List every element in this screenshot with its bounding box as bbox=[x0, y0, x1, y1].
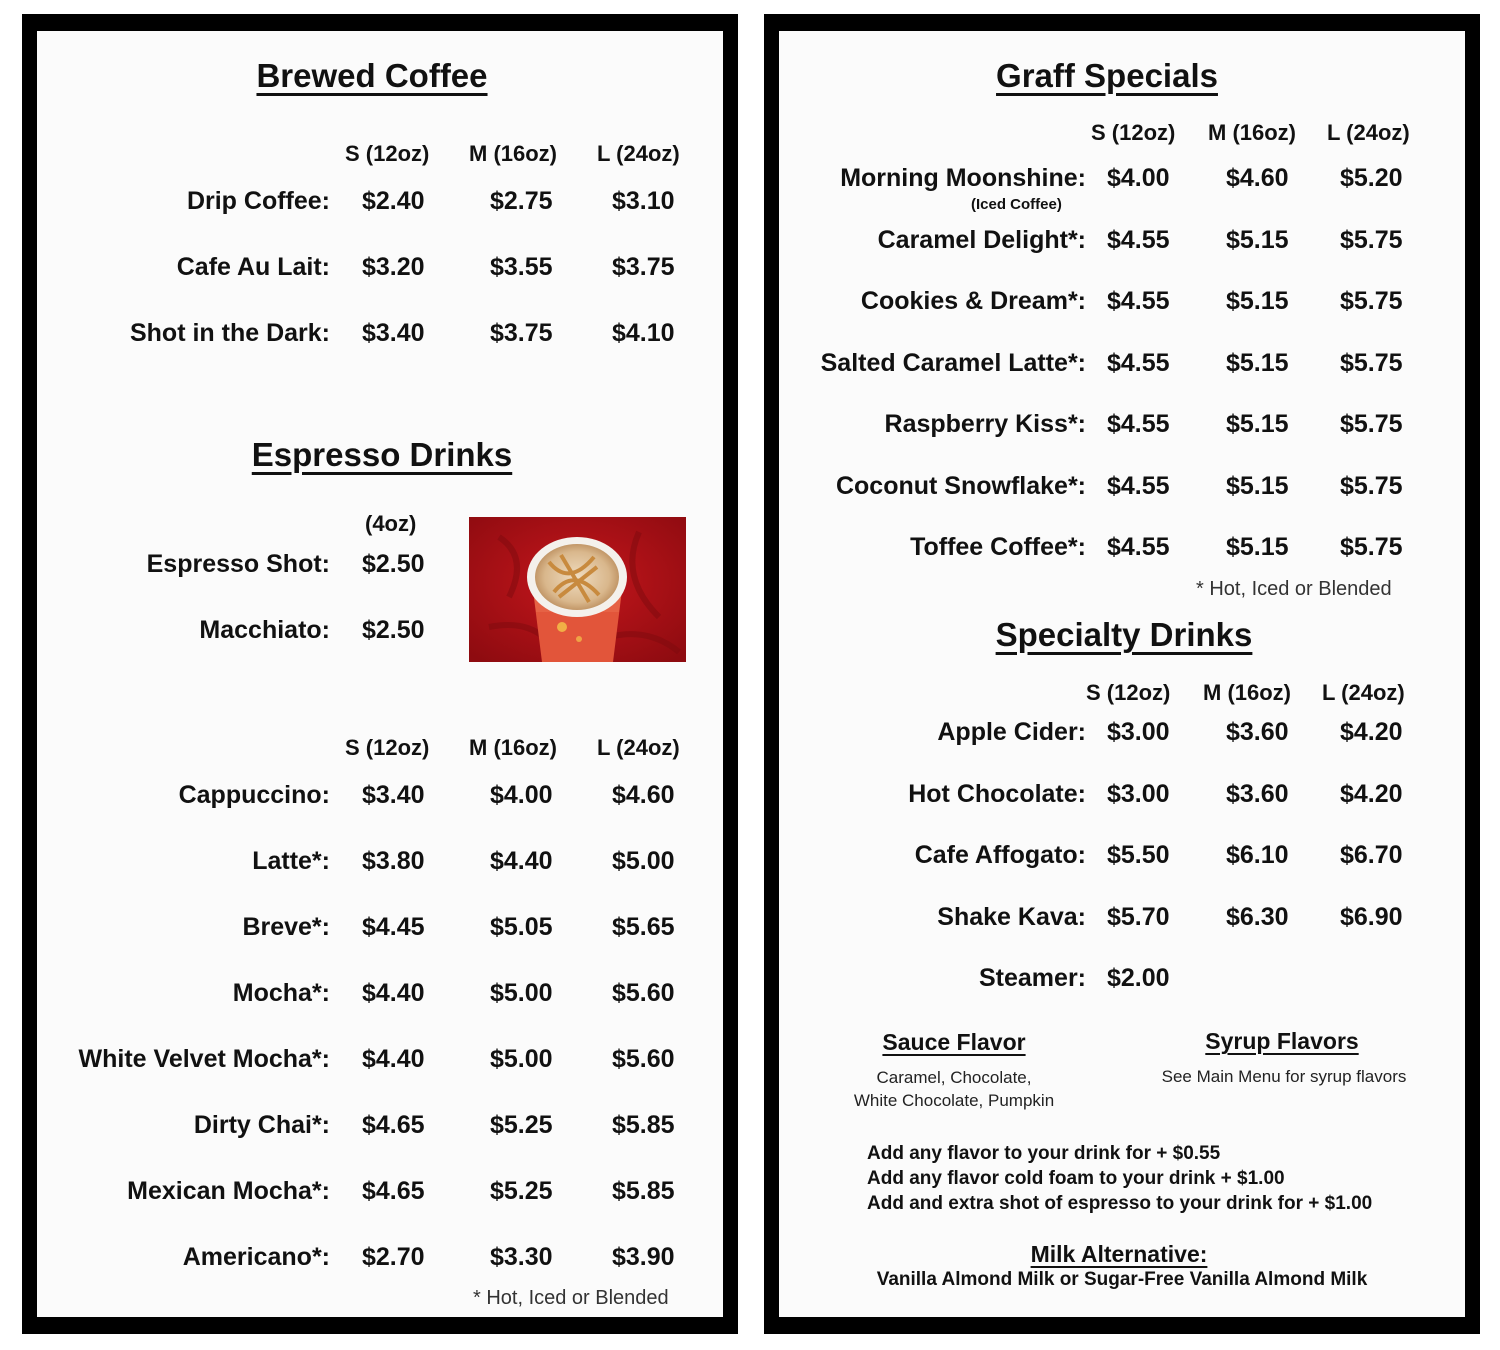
price-medium: $5.15 bbox=[1226, 349, 1289, 377]
price-large: $5.00 bbox=[612, 847, 675, 875]
milk-alternative-title: Milk Alternative: bbox=[1030, 1241, 1208, 1267]
price-large: $3.10 bbox=[612, 187, 675, 215]
menu-item-name: Espresso Shot: bbox=[146, 550, 330, 578]
price-small: $3.40 bbox=[362, 319, 425, 347]
right-menu-board bbox=[764, 14, 1480, 1334]
menu-item-name: Shot in the Dark: bbox=[129, 319, 330, 347]
price-small: $4.40 bbox=[362, 979, 425, 1007]
coffee-cup-photo bbox=[469, 517, 686, 662]
price-medium: $5.15 bbox=[1226, 472, 1289, 500]
price-large: $5.75 bbox=[1340, 287, 1403, 315]
price-medium: $3.60 bbox=[1226, 718, 1289, 746]
price-medium: $5.15 bbox=[1226, 226, 1289, 254]
size-small: S (12oz) bbox=[1086, 680, 1171, 705]
price-large: $4.20 bbox=[1340, 718, 1403, 746]
price-large: $6.90 bbox=[1340, 903, 1403, 931]
menu-item-name: Mexican Mocha*: bbox=[127, 1177, 330, 1205]
price-large: $3.90 bbox=[612, 1243, 675, 1271]
price-small: $4.55 bbox=[1107, 410, 1170, 438]
price-large: $4.60 bbox=[612, 781, 675, 809]
price-small: $4.65 bbox=[362, 1111, 425, 1139]
price-medium: $3.30 bbox=[490, 1243, 553, 1271]
price-large: $6.70 bbox=[1340, 841, 1403, 869]
sauce-flavor-line: Caramel, Chocolate, bbox=[876, 1068, 1032, 1087]
menu-item-name: Mocha*: bbox=[232, 979, 330, 1007]
addon-line: Add any flavor cold foam to your drink + $1.00 bbox=[867, 1168, 1285, 1189]
price-small: $3.80 bbox=[362, 847, 425, 875]
menu-item-name: Morning Moonshine: bbox=[840, 164, 1086, 192]
price-large: $5.75 bbox=[1340, 410, 1403, 438]
size-large: L (24oz) bbox=[1327, 120, 1410, 145]
size-medium: M (16oz) bbox=[1208, 120, 1296, 145]
price-large: $5.85 bbox=[612, 1111, 675, 1139]
price-small: $2.40 bbox=[362, 187, 425, 215]
price-small: $4.00 bbox=[1107, 164, 1170, 192]
price-medium: $5.05 bbox=[490, 913, 553, 941]
price-small: $4.55 bbox=[1107, 287, 1170, 315]
price-medium: $5.00 bbox=[490, 979, 553, 1007]
iced-coffee-note: (Iced Coffee) bbox=[971, 196, 1062, 213]
espresso-drinks-title: Espresso Drinks bbox=[251, 436, 513, 473]
price-medium: $5.25 bbox=[490, 1111, 553, 1139]
menu-item-name: Cafe Au Lait: bbox=[176, 253, 330, 281]
menu-item-name: Steamer: bbox=[979, 964, 1086, 992]
price-small: $2.70 bbox=[362, 1243, 425, 1271]
size-small: S (12oz) bbox=[345, 141, 430, 166]
menu-item-name: Cafe Affogato: bbox=[914, 841, 1086, 869]
size-small: S (12oz) bbox=[1091, 120, 1176, 145]
size-medium: M (16oz) bbox=[469, 735, 557, 760]
price-large: $5.75 bbox=[1340, 349, 1403, 377]
milk-alternative-text: Vanilla Almond Milk or Sugar-Free Vanilla Almond Milk bbox=[876, 1269, 1368, 1290]
footnote: * Hot, Iced or Blended bbox=[1196, 578, 1392, 600]
price-large: $5.60 bbox=[612, 1045, 675, 1073]
menu-item-name: White Velvet Mocha*: bbox=[78, 1045, 330, 1073]
menu-item-name: Breve*: bbox=[242, 913, 330, 941]
price-medium: $3.75 bbox=[490, 319, 553, 347]
price-shot: $2.50 bbox=[362, 550, 425, 578]
menu-item-name: Toffee Coffee*: bbox=[910, 533, 1086, 561]
price-shot: $2.50 bbox=[362, 616, 425, 644]
price-large: $5.75 bbox=[1340, 533, 1403, 561]
price-small: $3.00 bbox=[1107, 780, 1170, 808]
price-medium: $4.60 bbox=[1226, 164, 1289, 192]
menu-item-name: Hot Chocolate: bbox=[908, 780, 1086, 808]
menu-item-name: Caramel Delight*: bbox=[877, 226, 1086, 254]
size-large: L (24oz) bbox=[1322, 680, 1405, 705]
price-medium: $3.60 bbox=[1226, 780, 1289, 808]
price-small: $4.55 bbox=[1107, 226, 1170, 254]
size-shot: (4oz) bbox=[365, 511, 417, 536]
price-small: $5.70 bbox=[1107, 903, 1170, 931]
price-small: $3.00 bbox=[1107, 718, 1170, 746]
menu-item-name: Latte*: bbox=[252, 847, 330, 875]
price-large: $4.10 bbox=[612, 319, 675, 347]
price-medium: $5.25 bbox=[490, 1177, 553, 1205]
price-small: $4.40 bbox=[362, 1045, 425, 1073]
size-medium: M (16oz) bbox=[469, 141, 557, 166]
size-small: S (12oz) bbox=[345, 735, 430, 760]
size-large: L (24oz) bbox=[597, 735, 680, 760]
price-medium: $5.15 bbox=[1226, 410, 1289, 438]
price-large: $5.65 bbox=[612, 913, 675, 941]
addon-line: Add and extra shot of espresso to your drink for + $1.00 bbox=[867, 1193, 1373, 1214]
price-small: $4.55 bbox=[1107, 349, 1170, 377]
price-large: $5.75 bbox=[1340, 472, 1403, 500]
menu-item-name: Salted Caramel Latte*: bbox=[820, 349, 1086, 377]
price-medium: $3.55 bbox=[490, 253, 553, 281]
price-small: $4.55 bbox=[1107, 472, 1170, 500]
price-large: $5.85 bbox=[612, 1177, 675, 1205]
price-small: $2.00 bbox=[1107, 964, 1170, 992]
price-medium: $4.40 bbox=[490, 847, 553, 875]
price-large: $5.60 bbox=[612, 979, 675, 1007]
price-small: $3.40 bbox=[362, 781, 425, 809]
menu-item-name: Macchiato: bbox=[199, 616, 330, 644]
price-small: $5.50 bbox=[1107, 841, 1170, 869]
menu-item-name: Drip Coffee: bbox=[186, 187, 330, 215]
price-medium: $5.15 bbox=[1226, 287, 1289, 315]
menu-item-name: Raspberry Kiss*: bbox=[884, 410, 1086, 438]
price-small: $4.65 bbox=[362, 1177, 425, 1205]
left-menu-inner bbox=[37, 31, 723, 1317]
price-medium: $6.30 bbox=[1226, 903, 1289, 931]
menu-item-name: Coconut Snowflake*: bbox=[835, 472, 1086, 500]
price-large: $5.75 bbox=[1340, 226, 1403, 254]
sauce-flavor-title: Sauce Flavor bbox=[882, 1029, 1026, 1055]
price-medium: $5.15 bbox=[1226, 533, 1289, 561]
brewed-coffee-title: Brewed Coffee bbox=[256, 57, 488, 94]
menu-item-name: Shake Kava: bbox=[937, 903, 1086, 931]
footnote: * Hot, Iced or Blended bbox=[473, 1287, 669, 1309]
menu-item-name: Cookies & Dream*: bbox=[860, 287, 1086, 315]
price-large: $3.75 bbox=[612, 253, 675, 281]
menu-item-name: Cappuccino: bbox=[178, 781, 330, 809]
sauce-flavor-line: White Chocolate, Pumpkin bbox=[853, 1091, 1055, 1110]
left-menu-board bbox=[22, 14, 738, 1334]
syrup-flavors-title: Syrup Flavors bbox=[1205, 1028, 1359, 1054]
price-small: $4.45 bbox=[362, 913, 425, 941]
price-medium: $2.75 bbox=[490, 187, 553, 215]
graff-specials-title: Graff Specials bbox=[996, 57, 1218, 94]
price-medium: $6.10 bbox=[1226, 841, 1289, 869]
price-medium: $4.00 bbox=[490, 781, 553, 809]
price-large: $4.20 bbox=[1340, 780, 1403, 808]
size-large: L (24oz) bbox=[597, 141, 680, 166]
price-small: $4.55 bbox=[1107, 533, 1170, 561]
price-small: $3.20 bbox=[362, 253, 425, 281]
specialty-drinks-title: Specialty Drinks bbox=[995, 616, 1253, 653]
right-menu-inner bbox=[779, 31, 1465, 1317]
addon-line: Add any flavor to your drink for + $0.55 bbox=[867, 1143, 1221, 1164]
menu-item-name: Americano*: bbox=[182, 1243, 330, 1271]
sauce-flavor-list bbox=[819, 1066, 1089, 1112]
size-medium: M (16oz) bbox=[1203, 680, 1291, 705]
syrup-flavors-text: See Main Menu for syrup flavors bbox=[1161, 1067, 1407, 1086]
menu-item-name: Apple Cider: bbox=[937, 718, 1086, 746]
price-medium: $5.00 bbox=[490, 1045, 553, 1073]
menu-item-name: Dirty Chai*: bbox=[193, 1111, 330, 1139]
price-large: $5.20 bbox=[1340, 164, 1403, 192]
